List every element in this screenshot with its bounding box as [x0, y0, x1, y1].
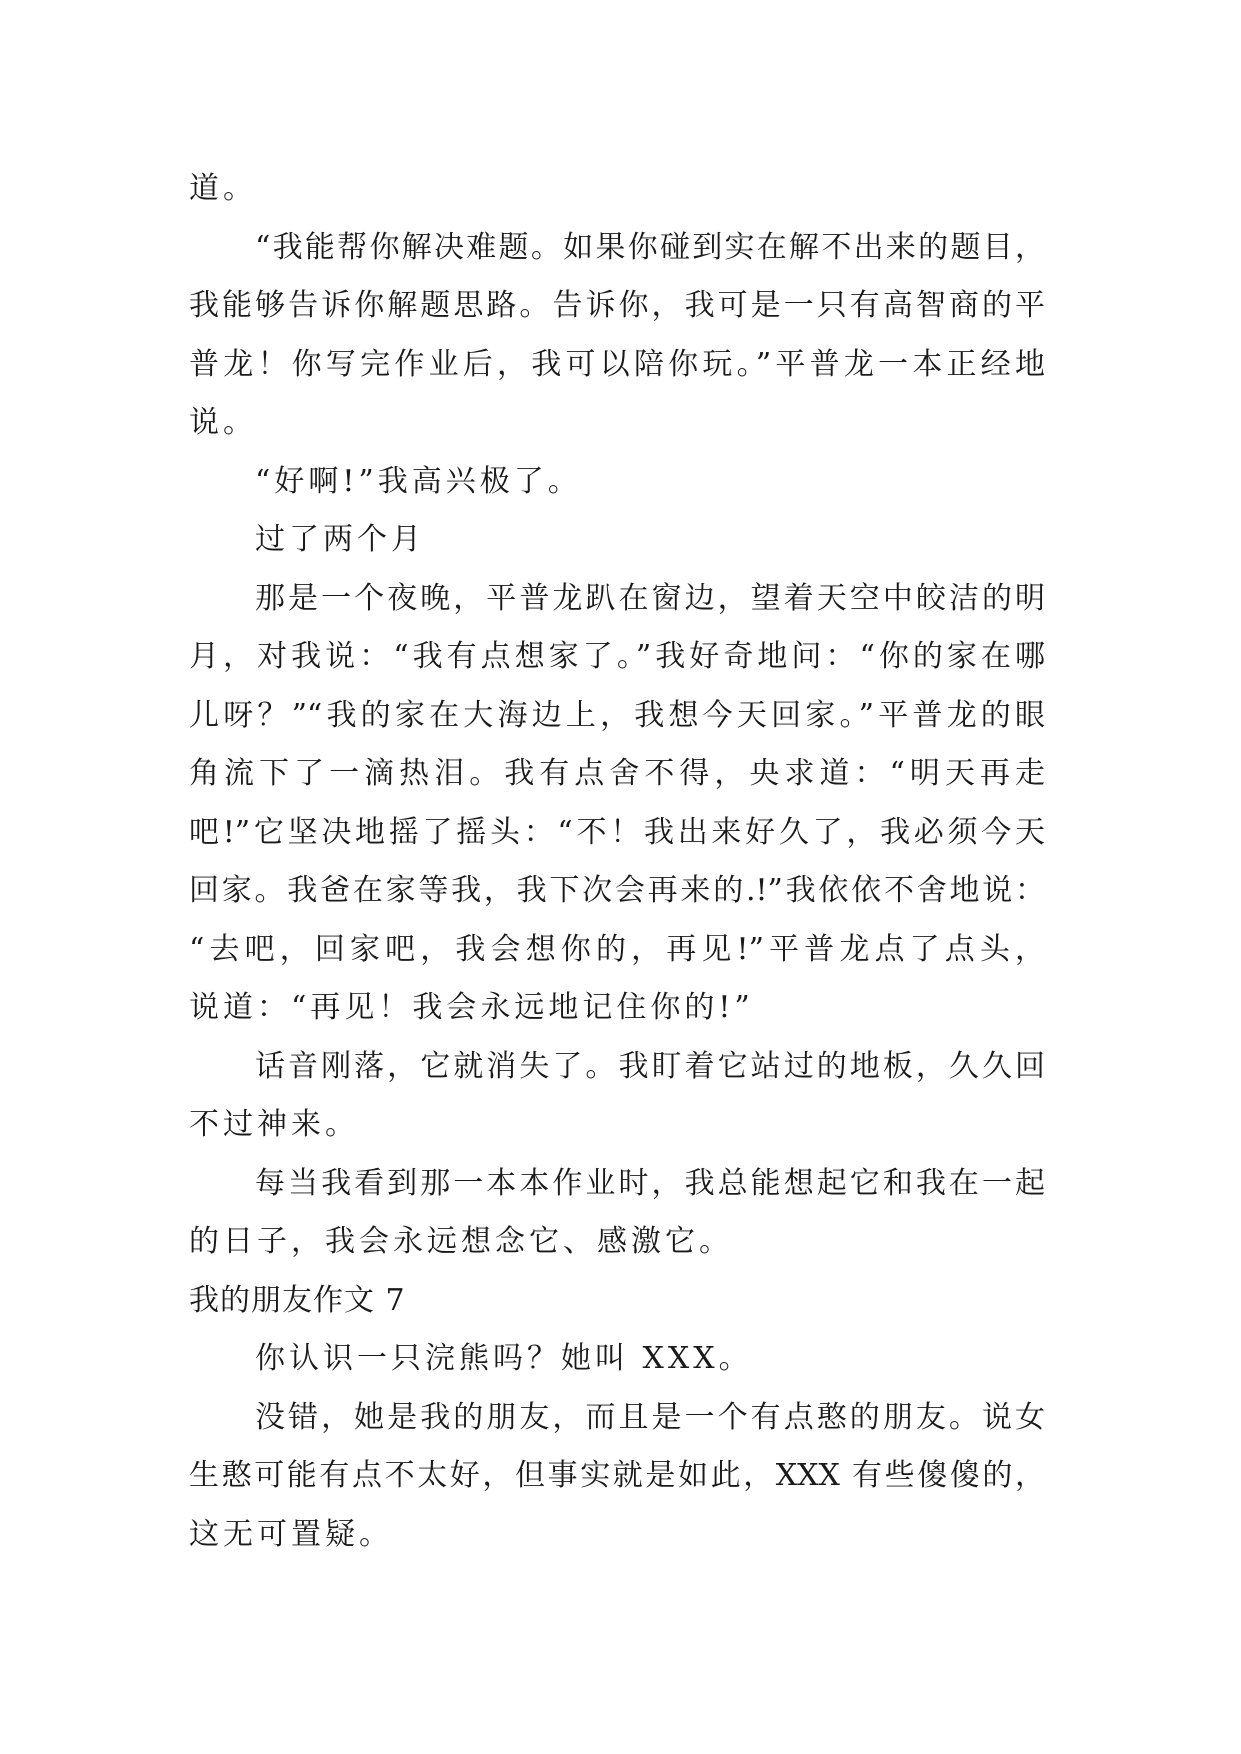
text-line: 那是一个夜晚，平普龙趴在窗边，望着天空中皎洁的明 [255, 580, 1045, 616]
text-line: 每当我看到那一本本作业时，我总能想起它和我在一起 [255, 1165, 1045, 1201]
text-line: 你认识一只浣熊吗？她叫 XXX。 [255, 1341, 753, 1376]
text-line: 吧!”它坚决地摇了摇头：“不！我出来好久了，我必须今天 [189, 814, 1045, 850]
text-line: “我能帮你解决难题。如果你碰到实在解不出来的题目， [255, 229, 1045, 265]
text-line: “去吧，回家吧，我会想你的，再见!”平普龙点了点头， [189, 931, 1045, 967]
text-line: 说道：“再见！我会永远地记住你的!” [189, 990, 754, 1025]
text-line: 普龙！你写完作业后，我可以陪你玩。”平普龙一本正经地 [189, 346, 1045, 382]
text-line: 话音刚落，它就消失了。我盯着它站过的地板，久久回 [255, 1048, 1045, 1084]
text-line: 生憨可能有点不太好，但事实就是如此，XXX 有些傻傻的， [189, 1458, 1045, 1493]
text-line: 儿呀？”“我的家在大海边上，我想今天回家。”平普龙的眼 [189, 697, 1045, 733]
text-line: 这无可置疑。 [189, 1516, 393, 1552]
text-line: 月，对我说：“我有点想家了。”我好奇地问：“你的家在哪 [189, 639, 1045, 674]
text-line: 我能够告诉你解题思路。告诉你，我可是一只有高智商的平 [189, 288, 1045, 323]
text-line: 过了两个月 [255, 522, 425, 557]
text-line: 的日子，我会永远想念它、感激它。 [189, 1224, 733, 1259]
text-line: “好啊!”我高兴极了。 [255, 463, 582, 499]
text-line: 道。 [189, 171, 257, 206]
section-heading: 我的朋友作文 7 [189, 1282, 406, 1318]
text-line: 说。 [189, 405, 257, 440]
essay-body [189, 160, 1059, 1564]
text-line: 没错，她是我的朋友，而且是一个有点憨的朋友。说女 [255, 1399, 1045, 1435]
text-line: 不过神来。 [189, 1107, 359, 1142]
text-line: 回家。我爸在家等我，我下次会再来的.!”我依依不舍地说： [189, 873, 1045, 908]
text-line: 角流下了一滴热泪。我有点舍不得，央求道：“明天再走 [189, 756, 1045, 791]
